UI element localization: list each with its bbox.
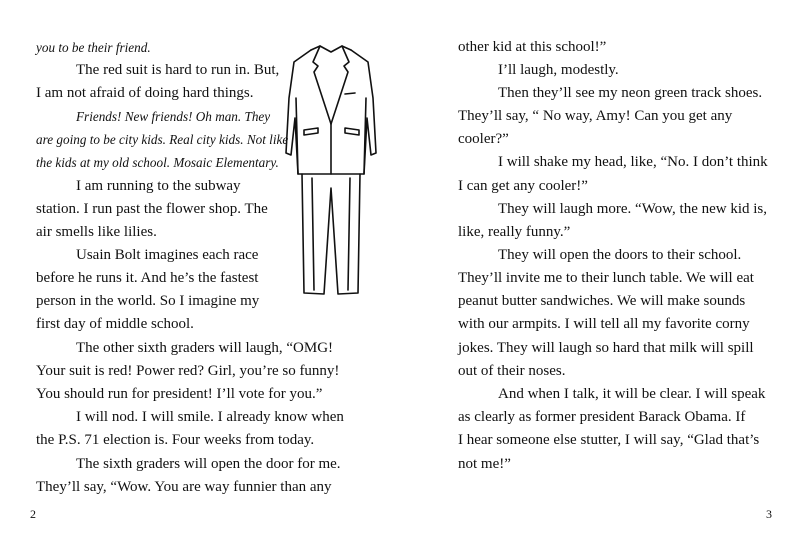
text-line: other kid at this school!” bbox=[458, 39, 607, 55]
text-line: with our armpits. I will tell all my favorite corny bbox=[458, 316, 750, 332]
text-line: station. I run past the flower shop. The bbox=[36, 201, 268, 217]
text-line: I am not afraid of doing hard things. bbox=[36, 85, 254, 101]
text-line: air smells like lilies. bbox=[36, 224, 157, 240]
text-line: person in the world. So I imagine my bbox=[36, 293, 260, 309]
page-number: 3 bbox=[766, 507, 772, 521]
text-line: Your suit is red! Power red? Girl, you’re so funny! bbox=[36, 363, 340, 379]
text-line: out of their noses. bbox=[458, 363, 566, 379]
text-line: I’ll laugh, modestly. bbox=[498, 62, 619, 78]
text-line: like, really funny.” bbox=[458, 224, 571, 240]
text-line: I hear someone else stutter, I will say, “Glad that’s bbox=[458, 432, 760, 448]
text-line: The sixth graders will open the door for me. bbox=[76, 456, 341, 472]
text-line: peanut butter sandwiches. We will make sounds bbox=[458, 293, 746, 309]
text-line: I can get any cooler!” bbox=[458, 178, 588, 194]
right-page bbox=[400, 0, 800, 543]
text-line: I will nod. I will smile. I already know when bbox=[76, 409, 344, 425]
text-line: They’ll invite me to their lunch table. We will eat bbox=[458, 270, 754, 286]
text-line: the kids at my old school. Mosaic Elementary. bbox=[36, 155, 279, 170]
text-line: are going to be city kids. Real city kids. Not like bbox=[36, 132, 289, 147]
text-line: The other sixth graders will laugh, “OMG! bbox=[76, 340, 334, 356]
text-line: as clearly as former president Barack Obama. If bbox=[458, 409, 746, 425]
text-line: You should run for president! I’ll vote for you.” bbox=[36, 386, 323, 402]
text-line: you to be their friend. bbox=[36, 40, 151, 55]
text-line: And when I talk, it will be clear. I will speak bbox=[498, 386, 766, 402]
text-line: I will shake my head, like, “No. I don’t think bbox=[498, 154, 768, 170]
text-line: They’ll say, “ No way, Amy! Can you get any bbox=[458, 108, 733, 124]
text-line: the P.S. 71 election is. Four weeks from today. bbox=[36, 432, 315, 448]
text-line: Usain Bolt imagines each race bbox=[76, 247, 259, 263]
text-line: I am running to the subway bbox=[76, 178, 241, 194]
text-line: cooler?” bbox=[458, 131, 509, 147]
text-line: The red suit is hard to run in. But, bbox=[76, 62, 280, 78]
text-line: Then they’ll see my neon green track shoes. bbox=[498, 85, 763, 101]
text-line: They will open the doors to their school. bbox=[498, 247, 742, 263]
text-line: not me!” bbox=[458, 456, 511, 472]
text-line: jokes. They will laugh so hard that milk will spill bbox=[458, 340, 754, 356]
text-line: first day of middle school. bbox=[36, 316, 194, 332]
text-line: before he runs it. And he’s the fastest bbox=[36, 270, 259, 286]
suit-illustration-icon bbox=[282, 38, 380, 300]
text-line: Friends! New friends! Oh man. They bbox=[76, 109, 271, 124]
text-line: They’ll say, “Wow. You are way funnier than any bbox=[36, 479, 332, 495]
page-number: 2 bbox=[30, 507, 36, 521]
text-line: They will laugh more. “Wow, the new kid is, bbox=[498, 201, 768, 217]
